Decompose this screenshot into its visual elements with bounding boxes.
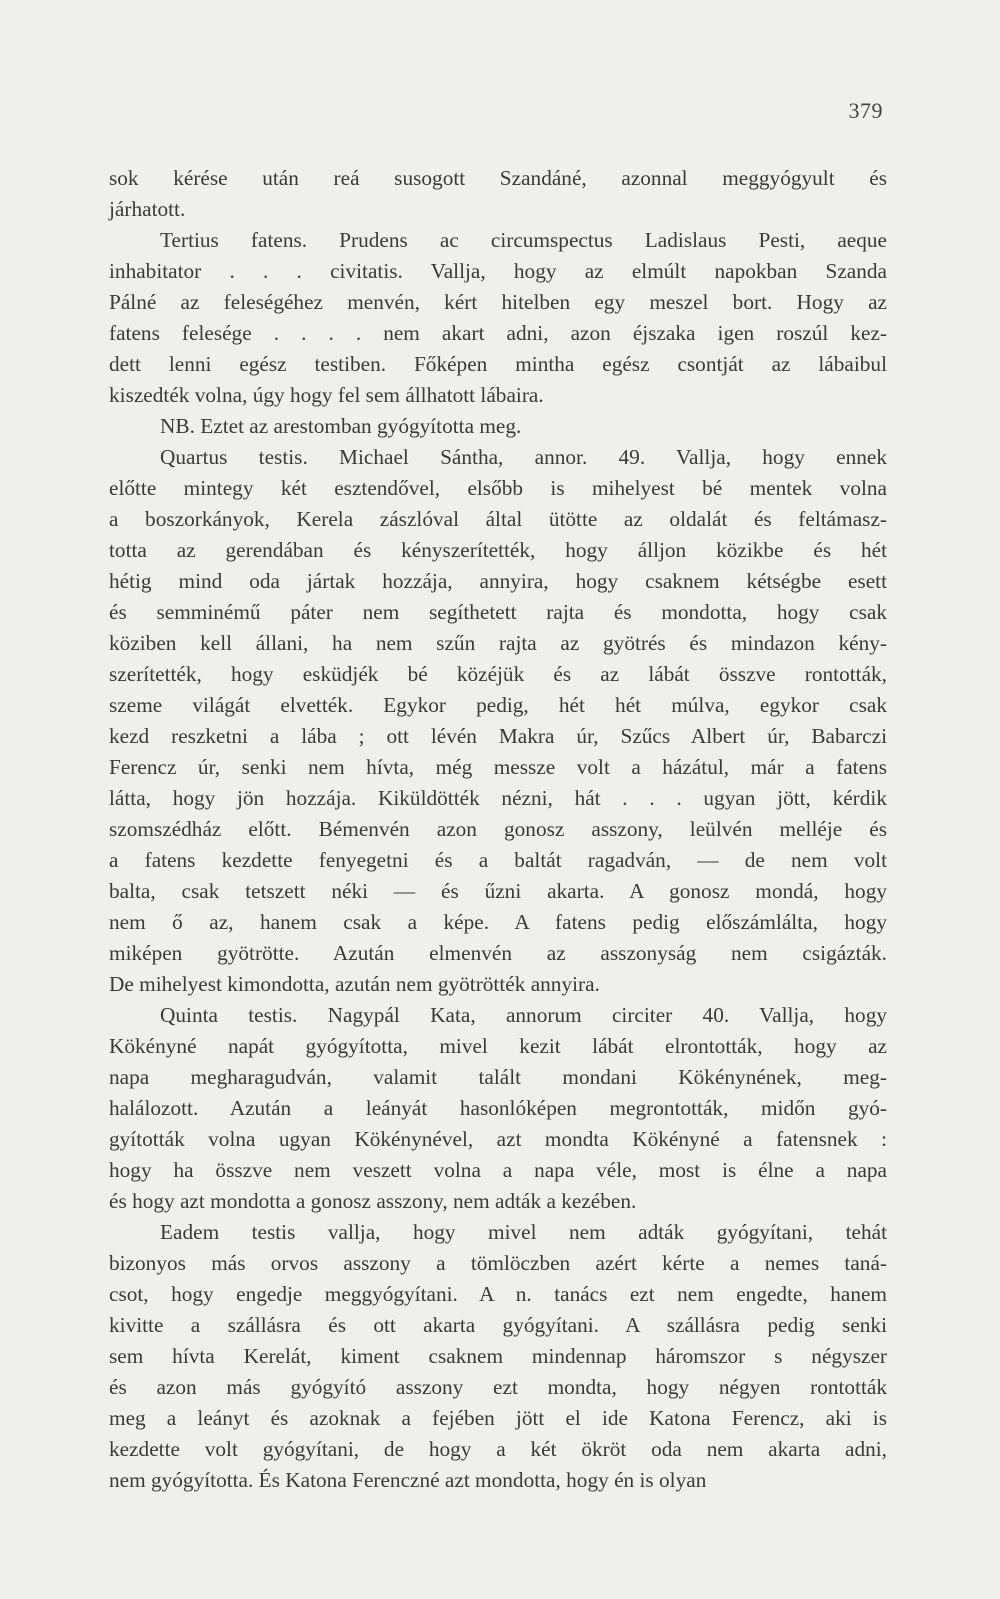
text-line: Quartus testis. Michael Sántha, annor. 49. Vallja, hogy ennek — [160, 445, 887, 469]
text-line: kezdette volt gyógyítani, de hogy a két ökröt oda nem akarta adni, — [109, 1437, 887, 1461]
text-line: kezd reszketni a lába ; ott lévén Makra úr, Szűcs Albert úr, Babarczi — [109, 724, 887, 748]
text-line: előtte mintegy két esztendővel, elsőbb is mihelyest bé mentek volna — [109, 476, 887, 500]
text-line: Tertius fatens. Prudens ac circumspectus Ladislaus Pesti, aeque — [160, 228, 887, 252]
text-line: hogy ha összve nem veszett volna a napa véle, most is élne a napa — [109, 1158, 887, 1182]
text-line: nem ő az, hanem csak a képe. A fatens pedig előszámlálta, hogy — [109, 910, 887, 934]
text-line: szerítették, hogy esküdjék bé közéjük és az lábát összve rontották, — [109, 662, 887, 686]
text-line: Quinta testis. Nagypál Kata, annorum circiter 40. Vallja, hogy — [160, 1003, 887, 1027]
text-line: napa megharagudván, valamit talált mondani Kökénynének, meg- — [109, 1065, 887, 1089]
text-line: kivitte a szállásra és ott akarta gyógyítani. A szállásra pedig senki — [109, 1313, 887, 1337]
text-line: járhatott. — [109, 197, 186, 221]
text-line: Kökényné napát gyógyította, mivel kezit lábát elrontották, hogy az — [109, 1034, 887, 1058]
text-line: a fatens kezdette fenyegetni és a baltát ragadván, — de nem volt — [109, 848, 887, 872]
text-line: Eadem testis vallja, hogy mivel nem adták gyógyítani, tehát — [160, 1220, 887, 1244]
text-line: köziben kell állani, ha nem szűn rajta az gyötrés és mindazon kény- — [109, 631, 887, 655]
text-line: és azon más gyógyító asszony ezt mondta, hogy négyen rontották — [109, 1375, 887, 1399]
text-line: totta az gerendában és kényszerítették, hogy álljon közikbe és hét — [109, 538, 887, 562]
text-line: balta, csak tetszett néki — és űzni akarta. A gonosz mondá, hogy — [109, 879, 887, 903]
text-line: látta, hogy jön hozzája. Kiküldötték nézni, hát . . . ugyan jött, kérdik — [109, 786, 887, 810]
text-line: Pálné az feleségéhez menvén, kért hitelben egy meszel bort. Hogy az — [109, 290, 887, 314]
text-line: De mihelyest kimondotta, azután nem gyötrötték annyira. — [109, 972, 600, 996]
text-line: és semminémű páter nem segíthetett rajta és mondotta, hogy csak — [109, 600, 887, 624]
text-line: hétig mind oda jártak hozzája, annyira, hogy csaknem kétségbe esett — [109, 569, 887, 593]
text-line: sok kérése után reá susogott Szandáné, azonnal meggyógyult és — [109, 166, 887, 190]
page-number: 379 — [848, 98, 883, 123]
text-line: szeme világát elvették. Egykor pedig, hét hét múlva, egykor csak — [109, 693, 887, 717]
text-line: NB. Eztet az arestomban gyógyította meg. — [160, 414, 522, 438]
text-line: és hogy azt mondotta a gonosz asszony, nem adták a kezében. — [109, 1189, 637, 1213]
text-line: sem hívta Kerelát, kiment csaknem mindennap háromszor s négyszer — [109, 1344, 887, 1368]
text-line: halálozott. Azután a leányát hasonlóképen megrontották, midőn gyó- — [109, 1096, 887, 1120]
text-line: a boszorkányok, Kerela zászlóval által ütötte az oldalát és feltámasz- — [109, 507, 887, 531]
text-line: meg a leányt és azoknak a fejében jött el ide Katona Ferencz, aki is — [109, 1406, 887, 1430]
text-line: dett lenni egész testiben. Főképen mintha egész csontját az lábaibul — [109, 352, 887, 376]
text-line: kiszedték volna, úgy hogy fel sem állhatott lábaira. — [109, 383, 544, 407]
text-line: nem gyógyította. És Katona Ferenczné azt mondotta, hogy én is olyan — [109, 1468, 707, 1492]
text-line: szomszédház előtt. Bémenvén azon gonosz asszony, leülvén melléje és — [109, 817, 887, 841]
text-line: Ferencz úr, senki nem hívta, még messze volt a házátul, már a fatens — [109, 755, 887, 779]
text-line: csot, hogy engedje meggyógyítani. A n. tanács ezt nem engedte, hanem — [109, 1282, 887, 1306]
text-line: fatens felesége . . . . nem akart adni, azon éjszaka igen roszúl kez- — [109, 321, 887, 345]
document-body — [109, 163, 887, 1496]
text-line: bizonyos más orvos asszony a tömlöczben azért kérte a nemes taná- — [109, 1251, 887, 1275]
text-line: inhabitator . . . civitatis. Vallja, hogy az elmúlt napokban Szanda — [109, 259, 887, 283]
text-line: gyították volna ugyan Kökénynével, azt mondta Kökényné a fatensnek : — [109, 1127, 887, 1151]
text-line: miképen gyötrötte. Azután elmenvén az asszonyság nem csigázták. — [109, 941, 887, 965]
